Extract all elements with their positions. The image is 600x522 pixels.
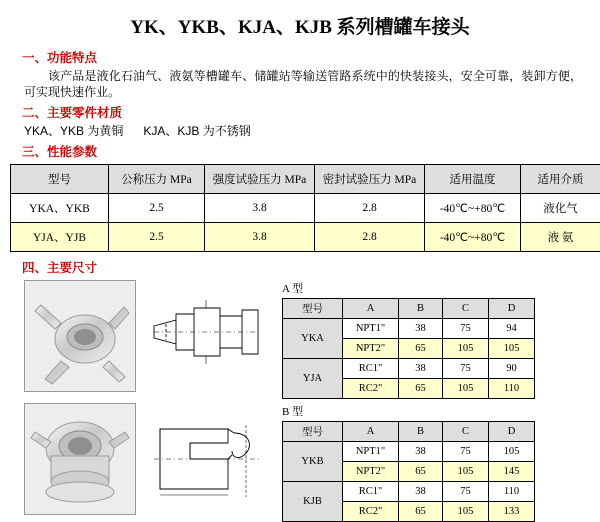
table-header-row [11, 165, 600, 194]
spec-block-a [282, 280, 590, 399]
table-cell: YJA [283, 359, 343, 399]
table-cell: 105 [443, 502, 489, 522]
table-row [283, 482, 535, 502]
table-header-cell: B [399, 299, 443, 319]
table-cell: 38 [399, 359, 443, 379]
table-header-cell: A [343, 299, 399, 319]
table-cell: YJA、YJB [11, 223, 109, 252]
performance-table [10, 164, 600, 252]
table-cell: 3.8 [205, 223, 315, 252]
table-row [283, 442, 535, 462]
table-cell: 3.8 [205, 194, 315, 223]
spec-block-b [282, 403, 590, 522]
technical-drawing-b [146, 403, 266, 513]
table-row [11, 194, 600, 223]
table-cell: 65 [399, 462, 443, 482]
table-cell: 110 [489, 482, 535, 502]
table-cell: 110 [489, 379, 535, 399]
table-cell: 75 [443, 482, 489, 502]
table-cell: YKB [283, 442, 343, 482]
table-cell: 105 [443, 379, 489, 399]
table-header-cell: 适用介质 [521, 165, 600, 194]
table-header-cell: A [343, 422, 399, 442]
section-heading-dimensions: 四、主要尺寸 [22, 258, 590, 276]
table-header-cell: 公称压力 MPa [109, 165, 205, 194]
table-cell: 液 氨 [521, 223, 600, 252]
table-cell: 液化气 [521, 194, 600, 223]
table-cell: 105 [489, 339, 535, 359]
table-cell: 2.8 [315, 223, 425, 252]
section-heading-features: 一、功能特点 [22, 48, 590, 66]
page-title: YK、YKB、KJA、KJB 系列槽罐车接头 [10, 0, 590, 45]
dimension-row-a [10, 280, 590, 399]
table-header-row [283, 299, 535, 319]
table-header-cell: D [489, 299, 535, 319]
product-photo-a [24, 280, 136, 392]
table-cell: 94 [489, 319, 535, 339]
table-cell: 105 [443, 339, 489, 359]
table-header-cell: 型号 [283, 299, 343, 319]
section-body-material: YKA、YKB 为黄铜 KJA、KJB 为不锈钢 [24, 123, 590, 139]
table-header-cell: 型号 [283, 422, 343, 442]
table-cell: RC2" [343, 379, 399, 399]
table-cell: NPT1" [343, 442, 399, 462]
table-cell: 38 [399, 319, 443, 339]
technical-drawing-a [146, 280, 266, 390]
spec-label-a: A 型 [282, 280, 590, 296]
table-cell: RC2" [343, 502, 399, 522]
table-header-cell: B [399, 422, 443, 442]
section-body-features: 该产品是液化石油气、液氨等槽罐车、储罐站等输送管路系统中的快装接头，安全可靠，装卸方便，可实现快速作业。 [24, 68, 582, 100]
table-cell: 75 [443, 319, 489, 339]
table-cell: YKA、YKB [11, 194, 109, 223]
table-cell: 75 [443, 442, 489, 462]
table-row [283, 319, 535, 339]
table-header-cell: C [443, 422, 489, 442]
table-cell: 90 [489, 359, 535, 379]
table-cell: NPT2" [343, 462, 399, 482]
table-header-row [283, 422, 535, 442]
table-header-cell: 强度试验压力 MPa [205, 165, 315, 194]
table-cell: 145 [489, 462, 535, 482]
spec-table-b [282, 421, 535, 522]
table-cell: 65 [399, 339, 443, 359]
table-cell: 2.8 [315, 194, 425, 223]
table-header-cell: 型号 [11, 165, 109, 194]
table-cell: 2.5 [109, 194, 205, 223]
table-cell: 65 [399, 379, 443, 399]
table-cell: 38 [399, 482, 443, 502]
table-cell: 105 [443, 462, 489, 482]
table-header-cell: 适用温度 [425, 165, 521, 194]
table-cell: KJB [283, 482, 343, 522]
section-heading-material: 二、主要零件材质 [22, 103, 590, 121]
section-heading-performance: 三、性能参数 [22, 142, 590, 160]
product-photo-b [24, 403, 136, 515]
table-header-cell: 密封试验压力 MPa [315, 165, 425, 194]
spec-label-b: B 型 [282, 403, 590, 419]
table-cell: -40℃~+80℃ [425, 194, 521, 223]
table-cell: RC1" [343, 359, 399, 379]
table-cell: 65 [399, 502, 443, 522]
table-cell: 105 [489, 442, 535, 462]
table-header-cell: C [443, 299, 489, 319]
table-row [283, 359, 535, 379]
table-cell: -40℃~+80℃ [425, 223, 521, 252]
table-header-cell: D [489, 422, 535, 442]
table-cell: 2.5 [109, 223, 205, 252]
table-cell: 38 [399, 442, 443, 462]
spec-table-a [282, 298, 535, 399]
table-cell: YKA [283, 319, 343, 359]
table-cell: RC1" [343, 482, 399, 502]
dimension-row-b [10, 403, 590, 522]
table-cell: 75 [443, 359, 489, 379]
dimensions-area [10, 280, 590, 522]
table-cell: NPT1" [343, 319, 399, 339]
table-cell: NPT2" [343, 339, 399, 359]
table-row [11, 223, 600, 252]
table-cell: 133 [489, 502, 535, 522]
